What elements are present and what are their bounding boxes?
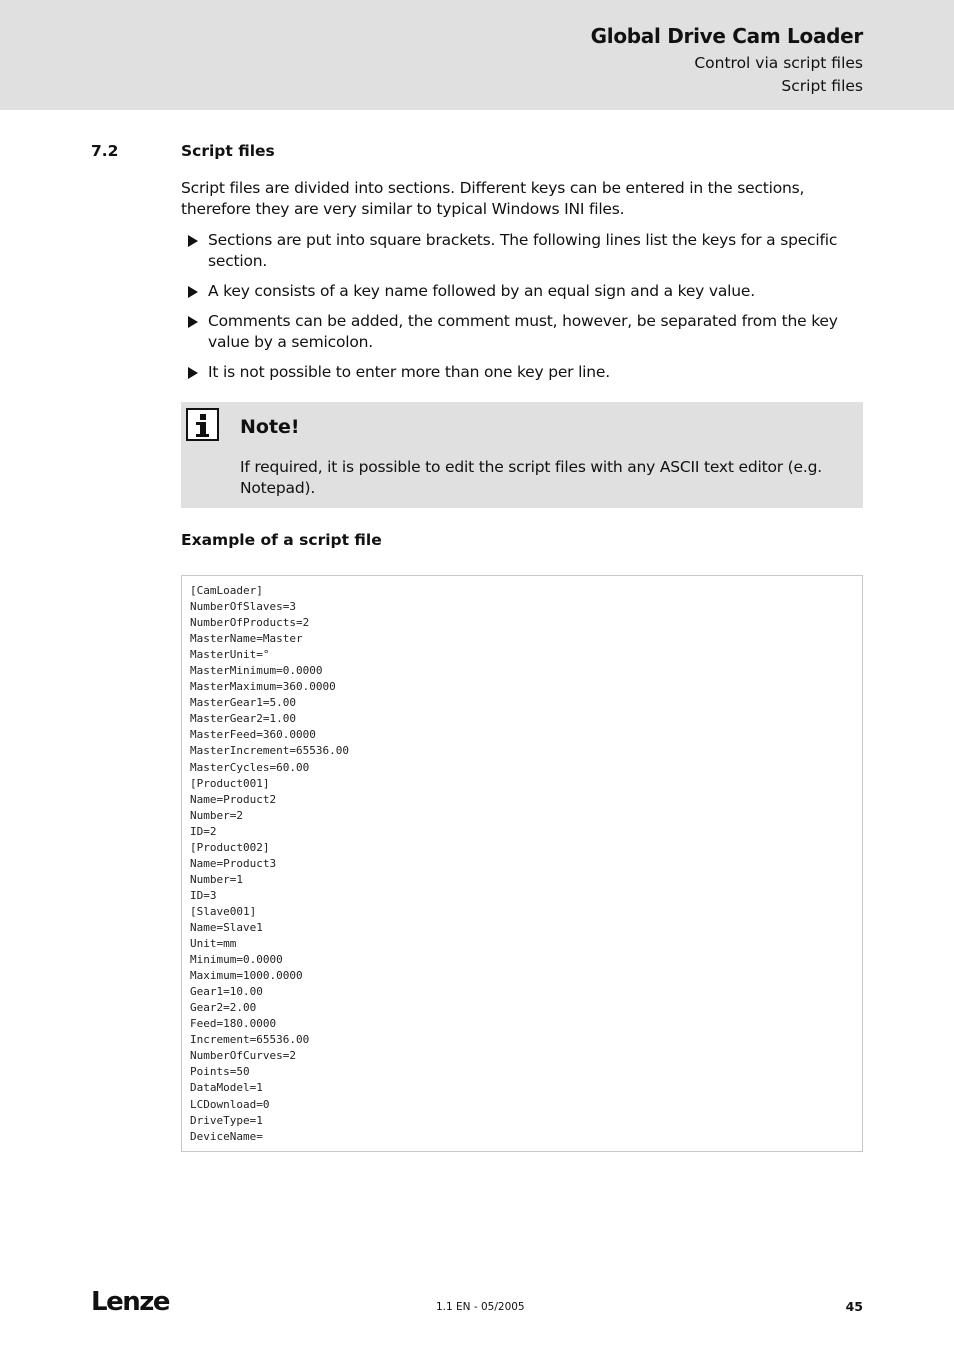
intro-paragraph: Script files are divided into sections. Different keys can be entered in the sections, therefore they are very similar to typical Windows INI files. [181, 179, 805, 218]
bullet-list [181, 230, 866, 392]
bullet-item [181, 362, 866, 383]
script-code-block [181, 575, 863, 1152]
code-line: Increment=65536.00 [190, 1033, 310, 1047]
code-line: Number=2 [190, 808, 243, 822]
bullet-item [181, 281, 866, 302]
code-line: Points=50 [190, 1065, 250, 1079]
triangle-bullet-icon [188, 316, 198, 328]
section-subtitle: Script files [781, 77, 863, 95]
code-line: Feed=180.0000 [190, 1017, 277, 1031]
note-text: If required, it is possible to edit the script files with any ASCII text editor (e.g. Notepad). [240, 458, 822, 497]
code-line: MasterUnit=° [190, 648, 270, 662]
triangle-bullet-icon [188, 235, 198, 247]
code-line: [Slave001] [190, 904, 257, 918]
code-line: [Product002] [190, 840, 270, 854]
code-line: Name=Product2 [190, 792, 277, 806]
note-box [181, 402, 863, 508]
version-label: 1.1 EN - 05/2005 [436, 1301, 525, 1313]
code-line: Name=Product3 [190, 856, 277, 870]
bullet-text: It is not possible to enter more than one key per line. [208, 363, 610, 381]
code-line: MasterName=Master [190, 632, 303, 646]
code-line: ID=3 [190, 888, 217, 902]
bullet-text: A key consists of a key name followed by an equal sign and a key value. [208, 282, 755, 300]
code-line: DriveType=1 [190, 1113, 263, 1127]
code-line: MasterFeed=360.0000 [190, 728, 316, 742]
code-line: LCDownload=0 [190, 1097, 270, 1111]
code-line: Gear2=2.00 [190, 1001, 257, 1015]
code-line: Unit=mm [190, 937, 237, 951]
code-line: MasterGear1=5.00 [190, 696, 296, 710]
bullet-text: Sections are put into square brackets. The following lines list the keys for a specific section. [208, 231, 838, 270]
code-line: DeviceName= [190, 1129, 263, 1143]
page-number: 45 [845, 1299, 863, 1314]
code-line: Maximum=1000.0000 [190, 969, 303, 983]
code-line: [Product001] [190, 776, 270, 790]
bullet-text: Comments can be added, the comment must, however, be separated from the key value by a semicolon. [208, 312, 838, 351]
info-icon [186, 408, 219, 441]
code-line: NumberOfProducts=2 [190, 616, 310, 630]
example-heading: Example of a script file [181, 531, 382, 549]
code-line: NumberOfSlaves=3 [190, 600, 296, 614]
code-line: MasterCycles=60.00 [190, 760, 310, 774]
code-line: MasterMaximum=360.0000 [190, 680, 336, 694]
code-line: Minimum=0.0000 [190, 953, 283, 967]
code-line: [CamLoader] [190, 584, 263, 597]
triangle-bullet-icon [188, 286, 198, 298]
bullet-item [181, 230, 866, 272]
code-line: MasterMinimum=0.0000 [190, 664, 323, 678]
page-header [0, 0, 954, 110]
code-line: NumberOfCurves=2 [190, 1049, 296, 1063]
note-title: Note! [240, 416, 300, 438]
section-title: Script files [181, 142, 275, 160]
document-title: Global Drive Cam Loader [590, 24, 863, 48]
lenze-logo: Lenze [91, 1287, 169, 1317]
code-line: Name=Slave1 [190, 920, 263, 934]
chapter-title: Control via script files [694, 54, 863, 72]
code-line: MasterGear2=1.00 [190, 712, 296, 726]
code-line: Number=1 [190, 872, 243, 886]
triangle-bullet-icon [188, 367, 198, 379]
code-line: ID=2 [190, 824, 217, 838]
bullet-item [181, 311, 866, 353]
code-line: DataModel=1 [190, 1081, 263, 1095]
section-number: 7.2 [91, 142, 119, 160]
code-line: MasterIncrement=65536.00 [190, 744, 349, 758]
code-line: Gear1=10.00 [190, 985, 263, 999]
